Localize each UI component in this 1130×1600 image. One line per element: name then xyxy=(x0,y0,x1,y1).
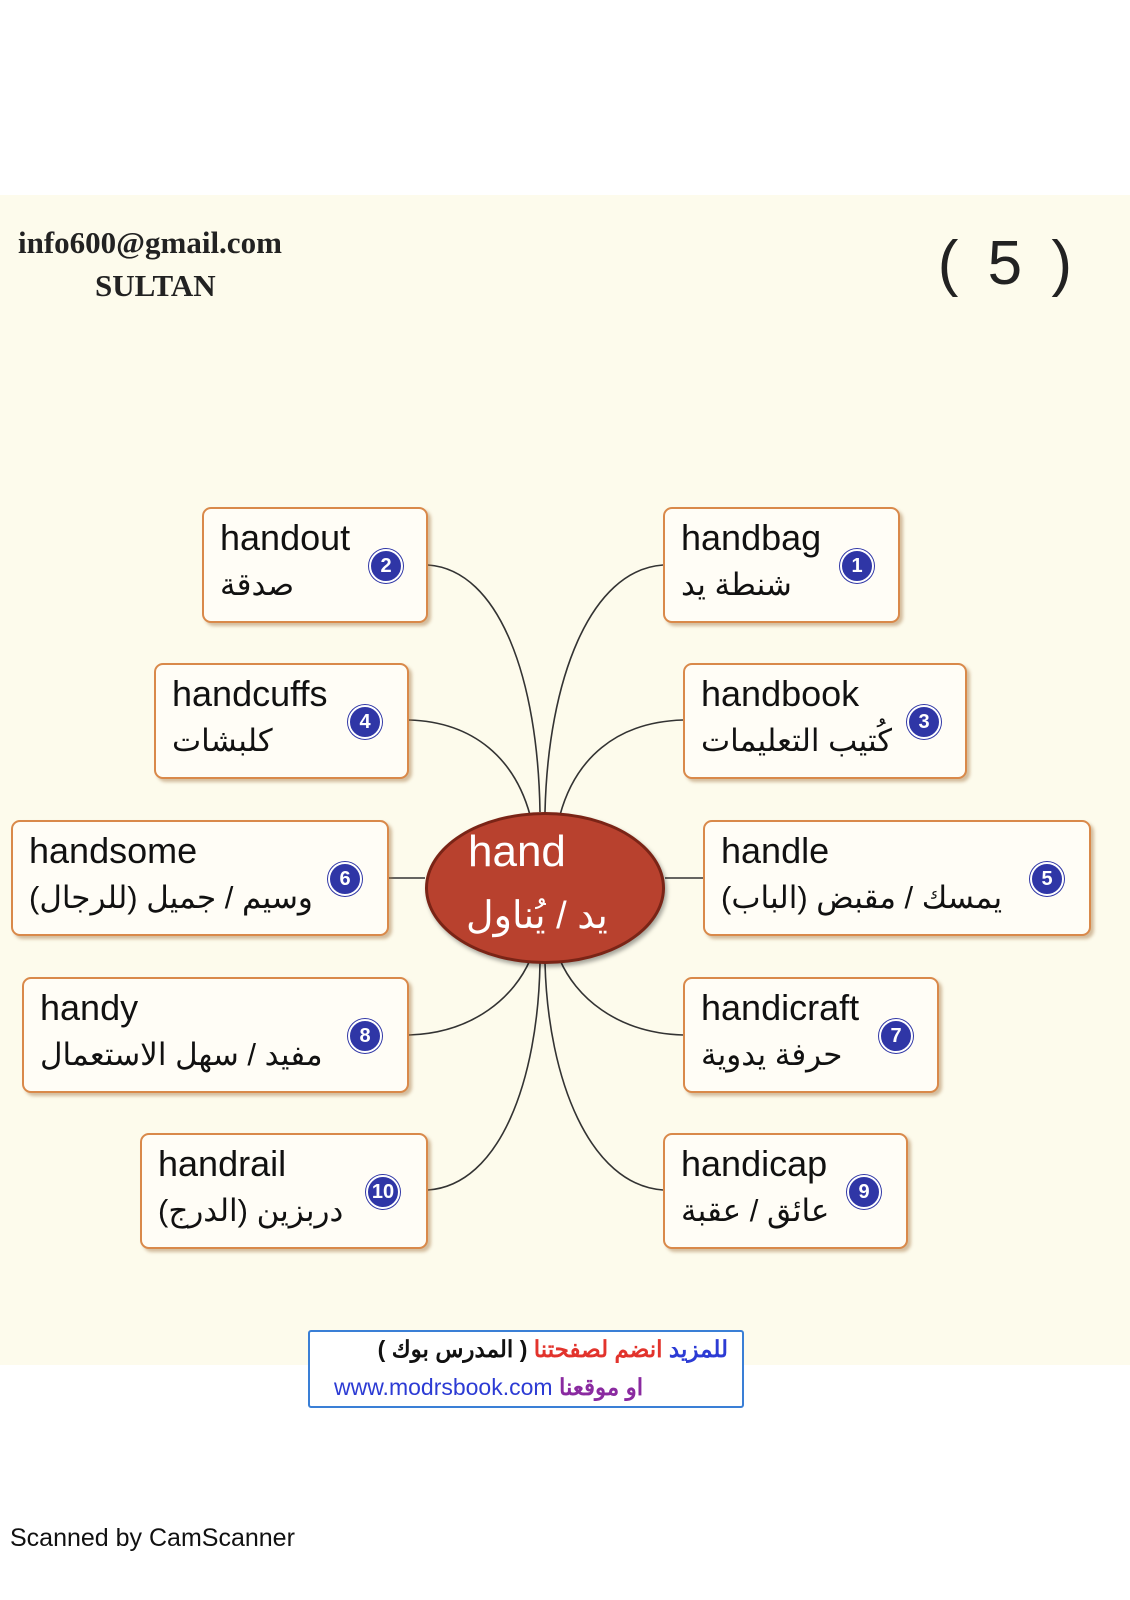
word-en: handsome xyxy=(29,830,198,871)
number-badge: 6 xyxy=(328,862,362,896)
connector-1 xyxy=(545,565,663,812)
word-en: handbag xyxy=(681,517,822,558)
word-ar: عائق / عقبة xyxy=(681,1193,830,1228)
word-ar: مفيد / سهل الاستعمال xyxy=(40,1037,323,1072)
word-en: handbook xyxy=(701,673,860,714)
center-translation: يد / يُناول xyxy=(466,895,608,937)
number-badge: 3 xyxy=(907,705,941,739)
number-badge: 5 xyxy=(1030,862,1064,896)
word-box-9 xyxy=(663,1133,908,1249)
word-box-8 xyxy=(22,977,409,1093)
promo-banner[interactable] xyxy=(308,1330,744,1408)
number-badge: 10 xyxy=(366,1175,400,1209)
connector-3 xyxy=(560,720,683,815)
connector-10 xyxy=(428,963,540,1190)
scanner-watermark: Scanned by CamScanner xyxy=(10,1524,295,1552)
center-word: hand xyxy=(468,827,566,876)
word-box-4 xyxy=(154,663,409,779)
word-box-1 xyxy=(663,507,900,623)
connector-7 xyxy=(560,960,683,1035)
word-en: handcuffs xyxy=(172,673,328,714)
word-box-5 xyxy=(703,820,1091,936)
word-en: handy xyxy=(40,987,139,1028)
number-badge: 9 xyxy=(847,1175,881,1209)
connector-8 xyxy=(409,960,530,1035)
number-badge: 2 xyxy=(369,549,403,583)
banner-line-join xyxy=(378,1336,728,1363)
word-ar: وسيم / جميل (للرجال) xyxy=(29,880,313,915)
word-ar: كلبشات xyxy=(172,723,273,758)
author-name: SULTAN xyxy=(95,268,216,303)
connector-2 xyxy=(428,565,540,812)
word-ar: حرفة يدوية xyxy=(701,1037,843,1072)
number-badge: 1 xyxy=(840,549,874,583)
center-node xyxy=(425,812,665,964)
word-box-2 xyxy=(202,507,428,623)
word-box-3 xyxy=(683,663,967,779)
word-en: handrail xyxy=(158,1143,287,1184)
word-en: handout xyxy=(220,517,351,558)
word-ar: كُتيب التعليمات xyxy=(701,723,893,758)
number-badge: 8 xyxy=(348,1019,382,1053)
word-ar: شنطة يد xyxy=(681,567,792,602)
banner-more: للمزيد xyxy=(668,1336,728,1362)
word-en: handle xyxy=(721,830,830,871)
banner-page-name: ( المدرس بوك ) xyxy=(377,1336,528,1362)
banner-or-site: او موقعنا xyxy=(558,1374,644,1400)
banner-line-site xyxy=(334,1374,643,1401)
number-badge: 4 xyxy=(348,705,382,739)
word-ar: دربزين (الدرج) xyxy=(158,1193,344,1228)
banner-url[interactable]: www.modrsbook.com xyxy=(334,1374,553,1400)
word-box-6 xyxy=(11,820,389,936)
word-box-7 xyxy=(683,977,939,1093)
number-badge: 7 xyxy=(879,1019,913,1053)
word-en: handicraft xyxy=(701,987,860,1028)
connector-4 xyxy=(409,720,530,815)
word-ar: يمسك / مقبض (الباب) xyxy=(721,880,1003,915)
word-ar: صدقة xyxy=(220,567,295,602)
word-en: handicap xyxy=(681,1143,828,1184)
word-box-10 xyxy=(140,1133,428,1249)
author-email: info600@gmail.com xyxy=(18,225,282,260)
banner-join: انضم لصفحتنا xyxy=(533,1336,663,1362)
page-number: ( 5 ) xyxy=(937,229,1078,298)
connector-9 xyxy=(545,963,663,1190)
